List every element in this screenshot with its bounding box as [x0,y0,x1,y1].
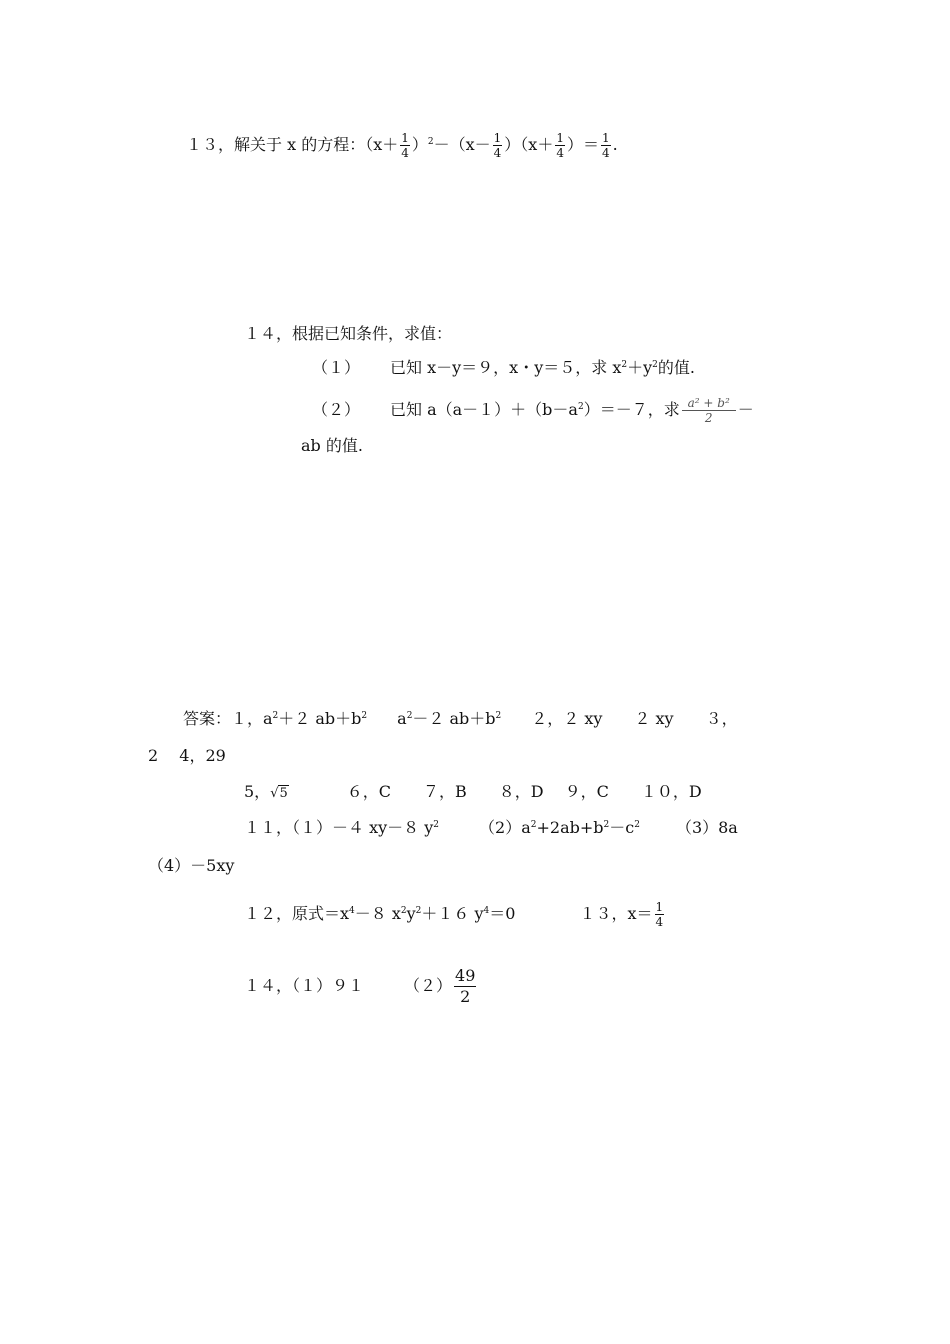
fraction-49-over-2: $\frac{49}{2}$ [455,966,476,1006]
answers-line-6: １２，原式$=x^4-8$ $x^2y^2+16$ $y^4=0$ １３，x＝ $\frac{1}{4}$ [244,900,664,929]
part-label: （２） [312,400,361,419]
fraction-one-quarter: $\frac{1}{4}$ [493,131,502,160]
question-14-part-2-continuation: ab 的值. [301,436,363,455]
fraction-a2-plus-b2-over-2: $\frac{\text{a² + b²}}{2}$ [682,396,736,425]
question-14-part-2: （２） 已知 $a(a-1)+(b-a^2)=-7$，求 $\frac{\text{a² + b²}}{2}$ － [312,396,754,425]
answers-line-2: 2 4，29 [148,746,226,765]
answers-line-4: １１，（１）－４ xy－８ $y^2$ $(2)a^2+2ab+b^2-c^2$ （3）8a [244,818,738,837]
question-13: １３，解关于 x 的方程：（x＋ $\frac{1}{4}$ ）$^2$－（x－ $\frac{1}{4}$ ）（x＋ $\frac{1}{4}$ ）＝ $\frac{1}{4}$ . [186,131,618,160]
answers-line-1: 答案：１，$a^2+2$ $ab+b^2$ $a^2-2$ $ab+b^2$ ２，２ xy ２ xy ３， [183,709,738,728]
sqrt-symbol: √5 [270,786,288,801]
fraction-one-quarter: $\frac{1}{4}$ [556,131,564,160]
fraction-one-quarter: $\frac{1}{4}$ [601,131,610,160]
q13-prefix: １３，解关于 x 的方程：（x＋ [186,135,399,154]
fraction-one-quarter: $\frac{1}{4}$ [655,900,664,929]
fraction-one-quarter: $\frac{1}{4}$ [401,131,409,160]
question-14-part-1: （１） 已知 x－y＝９，x・y＝５，求 $x^2+y^2$的值. [312,358,695,377]
answers-line-5: （4）－5xy [148,856,235,875]
question-14-title: １４，根据已知条件，求值： [244,324,453,343]
part-label: （１） [312,358,361,377]
answers-line-3: 5，√5 ６，C ７，B ８，D ９，C １０，D [244,782,702,804]
answers-line-7: １４，（１）９１ （２） $\frac{49}{2}$ [244,966,476,1006]
